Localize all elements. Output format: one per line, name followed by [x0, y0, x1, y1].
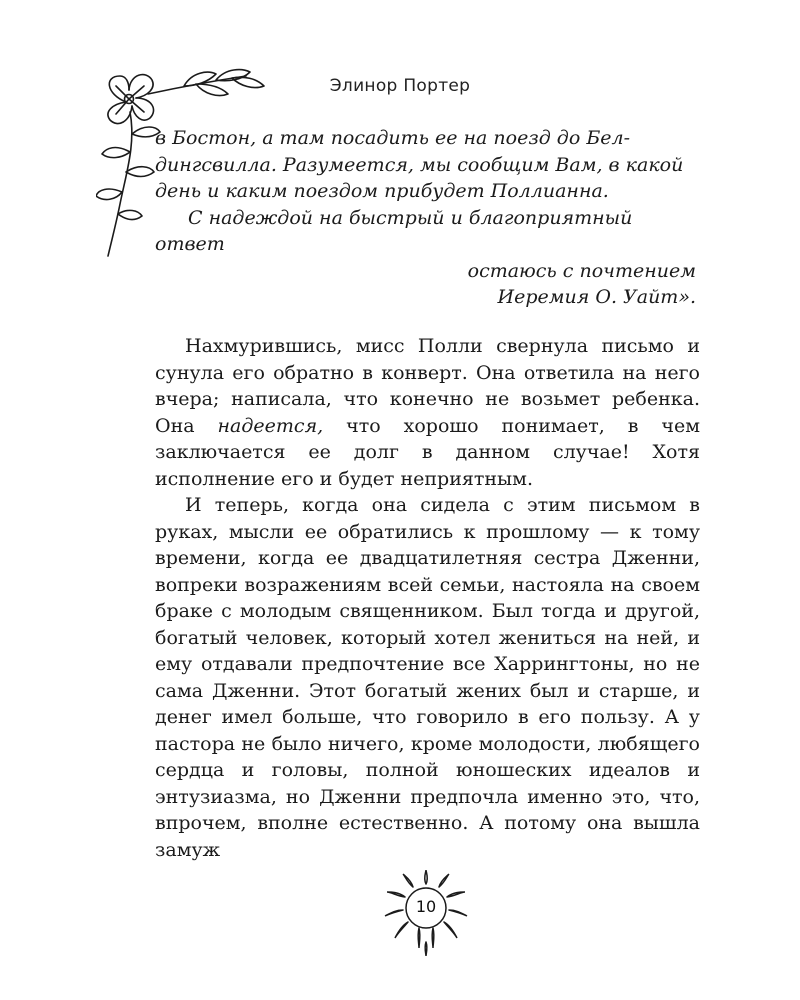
paragraph — [155, 333, 700, 492]
letter-closing: С надеждой на быстрый и благоприятный ответ — [155, 206, 633, 255]
page-number: 10 — [415, 897, 437, 916]
letter-signoff: остаюсь с почтением — [467, 259, 696, 282]
running-header: Элинор Портер — [329, 76, 471, 96]
paragraph: И теперь, когда она сидела с этим письмом в руках, мысли ее обратились к прошлому — к тому времени, когда ее двадцатилетняя сестра Дженни, вопреки возражениям всей семьи, настояла на своем браке с молодым священником. Был тогда и другой, богатый человек, который хотел жениться на ней, и ему отдавали предпочтение все Харрингтоны, но не сама Дженни. Этот богатый жених был и старше, и денег имел больше, что говорило в его пользу. А у пастора не было ничего, кроме молодости, любящего сердца и головы, полной юношеских идеалов и энтузиазма, но Дженни предпочла именно это, что, впрочем, вполне естественно. А потому она вышла замуж — [155, 494, 700, 861]
letter-signature: Иеремия О. Уайт». — [497, 286, 696, 308]
paragraph-text: Нахмурившись, мисс Полли свернула письмо и сунула его обратно в конверт. Она ответила на него вчера; написала, что конечно не возьмет ребенка. Она — [155, 335, 700, 437]
letter-line: в Бостон, а там посадить ее на поезд до Бел- — [155, 127, 631, 149]
body-text — [155, 333, 700, 863]
letter-excerpt — [155, 125, 700, 311]
paragraph-text: что хорошо понимает, в чем заключается ее долг в данном случае! Хотя исполнение его и будет неприятным. — [155, 414, 701, 490]
letter-line: день и каким поездом прибудет Поллианна. — [155, 180, 609, 202]
emphasis: надеется, — [217, 414, 324, 437]
letter-line: дингсвилла. Разумеется, мы сообщим Вам, в какой — [155, 153, 684, 176]
